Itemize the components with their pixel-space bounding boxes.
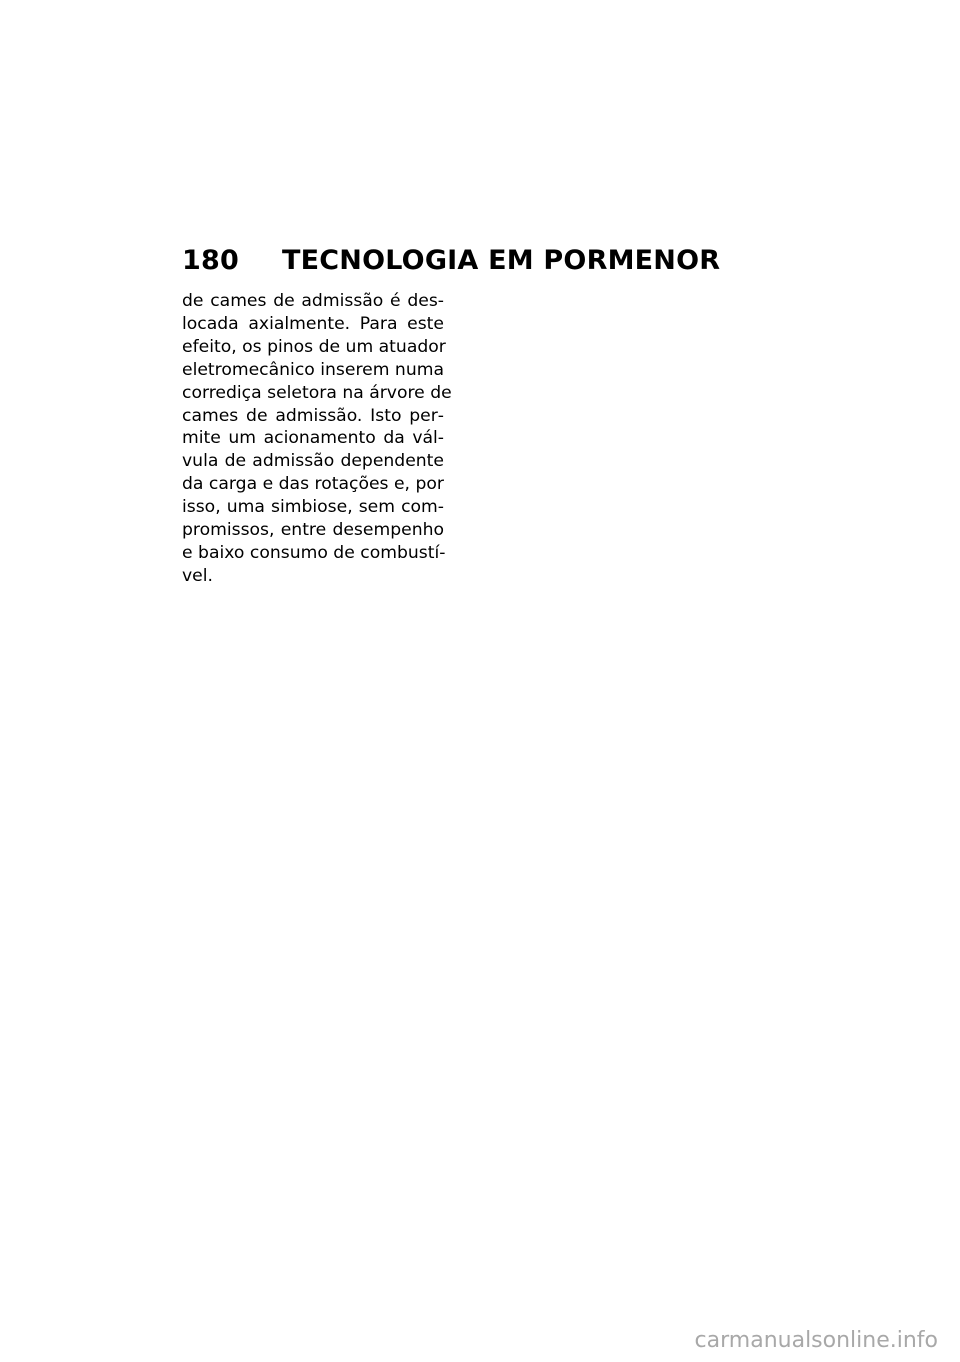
paragraph-line: efeito, os pinos de um atuador [182, 336, 446, 357]
paragraph-line: corrediça seletora na árvore de [182, 382, 452, 403]
body-paragraph [182, 290, 457, 588]
paragraph-line: vula de admissão dependente [182, 451, 444, 472]
paragraph-line: promissos, entre desempenho [182, 520, 444, 541]
paragraph-line: da carga e das rotações e, por [182, 474, 444, 495]
paragraph-line: vel. [182, 565, 213, 586]
watermark-text: carmanualsonline.info [694, 1328, 938, 1353]
paragraph-line: cames de admissão. Isto per‐ [182, 405, 444, 426]
paragraph-line: de cames de admissão é des‐ [182, 291, 444, 311]
page-header [182, 242, 720, 278]
paragraph-line: e baixo consumo de combustí‐ [182, 542, 446, 563]
page-number: 180 [182, 244, 239, 276]
paragraph-line: mite um acionamento da vál‐ [182, 428, 444, 449]
section-title: TECNOLOGIA EM PORMENOR [282, 244, 721, 276]
paragraph-line: isso, uma simbiose, sem com‐ [182, 497, 444, 518]
paragraph-line: eletromecânico inserem numa [182, 359, 444, 380]
paragraph-line: locada axialmente. Para este [182, 313, 444, 334]
